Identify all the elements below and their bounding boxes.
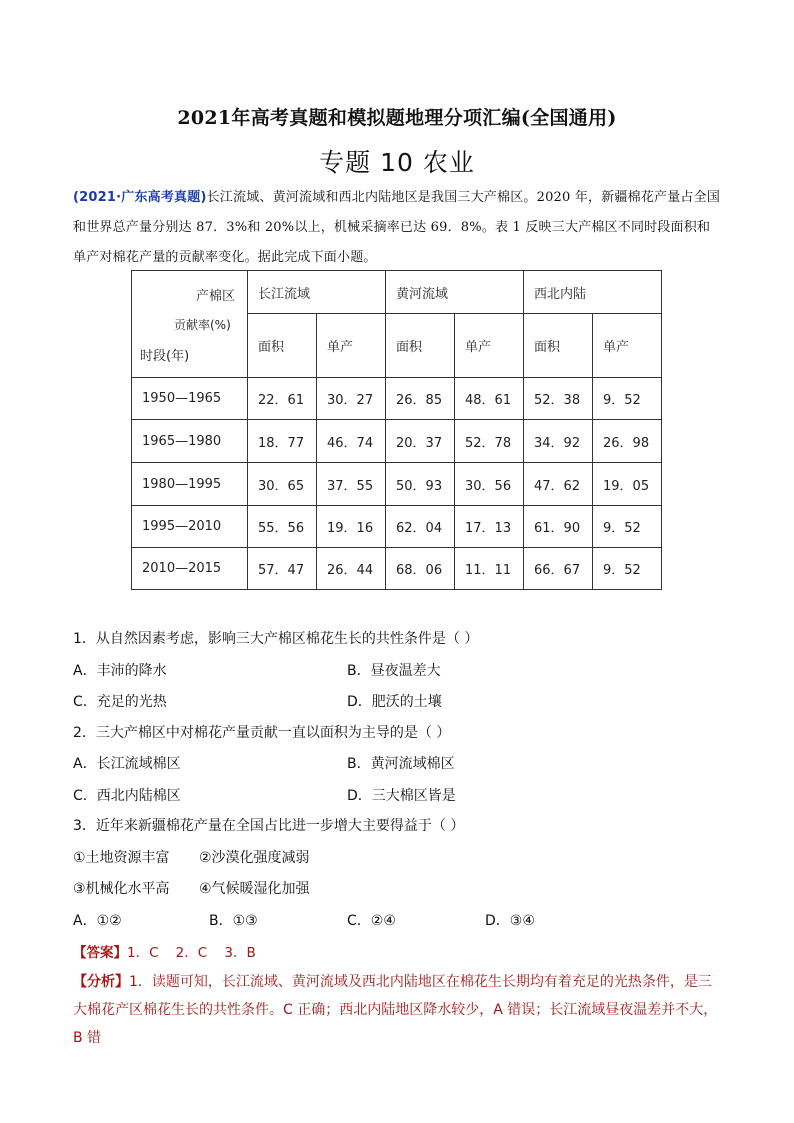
question-3-item-3: ③机械化水平高 (73, 881, 170, 897)
period-cell: 2010—2015 (132, 548, 248, 590)
answer-line (73, 941, 256, 961)
value-cell: 61．90 (524, 506, 593, 548)
value-cell: 30．56 (455, 463, 524, 506)
value-cell: 50．93 (386, 463, 455, 506)
document-title: 2021年高考真题和模拟题地理分项汇编(全国通用) (177, 107, 617, 129)
corner-label-rate: 贡献率(%) (174, 318, 231, 332)
value-cell: 62．04 (386, 506, 455, 548)
question-2-option-b: B．黄河流域棉区 (347, 756, 455, 772)
value-cell: 19．05 (593, 463, 662, 506)
topic-title: 专题 10 农业 (319, 148, 475, 177)
question-1-option-b: B．昼夜温差大 (347, 663, 441, 679)
period-cell: 1995—2010 (132, 506, 248, 548)
question-1-option-c: C．充足的光热 (73, 694, 167, 710)
question-3-item-1: ①土地资源丰富 (73, 850, 170, 866)
value-cell: 22．61 (248, 378, 317, 420)
question-3-option-a: A．①② (73, 913, 122, 929)
table-row (132, 463, 662, 506)
question-2-option-d: D．三大棉区皆是 (347, 788, 456, 804)
value-cell: 52．38 (524, 378, 593, 420)
value-cell: 26．98 (593, 420, 662, 463)
table-row (132, 420, 662, 463)
value-cell: 17．13 (455, 506, 524, 548)
subheader-area: 面积 (524, 314, 593, 378)
question-3-option-b: B．①③ (209, 913, 258, 929)
subheader-yield: 单产 (317, 314, 386, 378)
subheader-area: 面积 (386, 314, 455, 378)
value-cell: 52．78 (455, 420, 524, 463)
value-cell: 9．52 (593, 548, 662, 590)
value-cell: 37．55 (317, 463, 386, 506)
value-cell: 57．47 (248, 548, 317, 590)
question-2-option-c: C．西北内陆棉区 (73, 788, 181, 804)
answer-text: 1．C 2．C 3．B (127, 945, 256, 961)
question-1-option-a: A．丰沛的降水 (73, 663, 167, 679)
subheader-area: 面积 (248, 314, 317, 378)
question-2-stem: 2．三大产棉区中对棉花产量贡献一直以面积为主导的是（ ） (73, 725, 451, 741)
value-cell: 26．44 (317, 548, 386, 590)
source-tag: (2021·广东高考真题) (73, 190, 207, 205)
region-header-changjiang: 长江流域 (248, 271, 386, 314)
question-3-item-2: ②沙漠化强度减弱 (199, 850, 310, 866)
cotton-contribution-table (131, 270, 662, 590)
period-cell: 1965—1980 (132, 420, 248, 463)
value-cell: 30．27 (317, 378, 386, 420)
question-3-stem: 3．近年来新疆棉花产量在全国占比进一步增大主要得益于（ ） (73, 818, 465, 834)
table-row (132, 506, 662, 548)
table-corner-header (132, 271, 248, 378)
region-header-xibei: 西北内陆 (524, 271, 662, 314)
question-3-option-c: C．②④ (347, 913, 396, 929)
question-3-option-d: D．③④ (485, 913, 535, 929)
value-cell: 9．52 (593, 378, 662, 420)
table-row (132, 548, 662, 590)
subheader-yield: 单产 (455, 314, 524, 378)
value-cell: 11．11 (455, 548, 524, 590)
value-cell: 19．16 (317, 506, 386, 548)
value-cell: 26．85 (386, 378, 455, 420)
intro-paragraph (73, 183, 723, 273)
question-3-item-4: ④气候暖湿化加强 (199, 881, 310, 897)
value-cell: 30．65 (248, 463, 317, 506)
value-cell: 55．56 (248, 506, 317, 548)
value-cell: 9．52 (593, 506, 662, 548)
question-2-option-a: A．长江流域棉区 (73, 756, 181, 772)
value-cell: 20．37 (386, 420, 455, 463)
value-cell: 68．06 (386, 548, 455, 590)
value-cell: 47．62 (524, 463, 593, 506)
analysis-tag: 【分析】 (73, 974, 129, 990)
value-cell: 48．61 (455, 378, 524, 420)
table-row (132, 378, 662, 420)
value-cell: 46．74 (317, 420, 386, 463)
region-header-huanghe: 黄河流域 (386, 271, 524, 314)
question-1-option-d: D．肥沃的土壤 (347, 694, 442, 710)
intro-text: 长江流域、黄河流域和西北内陆地区是我国三大产棉区。2020 年，新疆棉花产量占全国和世界总产量分别达 87．3%和 20%以上，机械采摘率已达 69．8%。表 1 反映三大产棉区不同时段面积和单产对棉花产量的贡献率变化。据此完成下面小题。 (73, 190, 721, 265)
value-cell: 34．92 (524, 420, 593, 463)
value-cell: 18．77 (248, 420, 317, 463)
analysis-text: 1．读题可知，长江流域、黄河流域及西北内陆地区在棉花生长期均有着充足的光热条件，是三大棉花产区棉花生长的共性条件。C 正确；西北内陆地区降水较少，A 错误；长江流域昼夜温差并不大，B 错 (73, 974, 718, 1046)
corner-label-region: 产棉区 (195, 289, 235, 304)
value-cell: 66．67 (524, 548, 593, 590)
period-cell: 1950—1965 (132, 378, 248, 420)
analysis-paragraph (73, 968, 723, 1052)
question-1-stem: 1．从自然因素考虑，影响三大产棉区棉花生长的共性条件是（ ） (73, 631, 479, 647)
subheader-yield: 单产 (593, 314, 662, 378)
period-cell: 1980—1995 (132, 463, 248, 506)
answer-tag: 【答案】 (73, 945, 127, 961)
corner-label-period: 时段(年) (140, 349, 190, 364)
